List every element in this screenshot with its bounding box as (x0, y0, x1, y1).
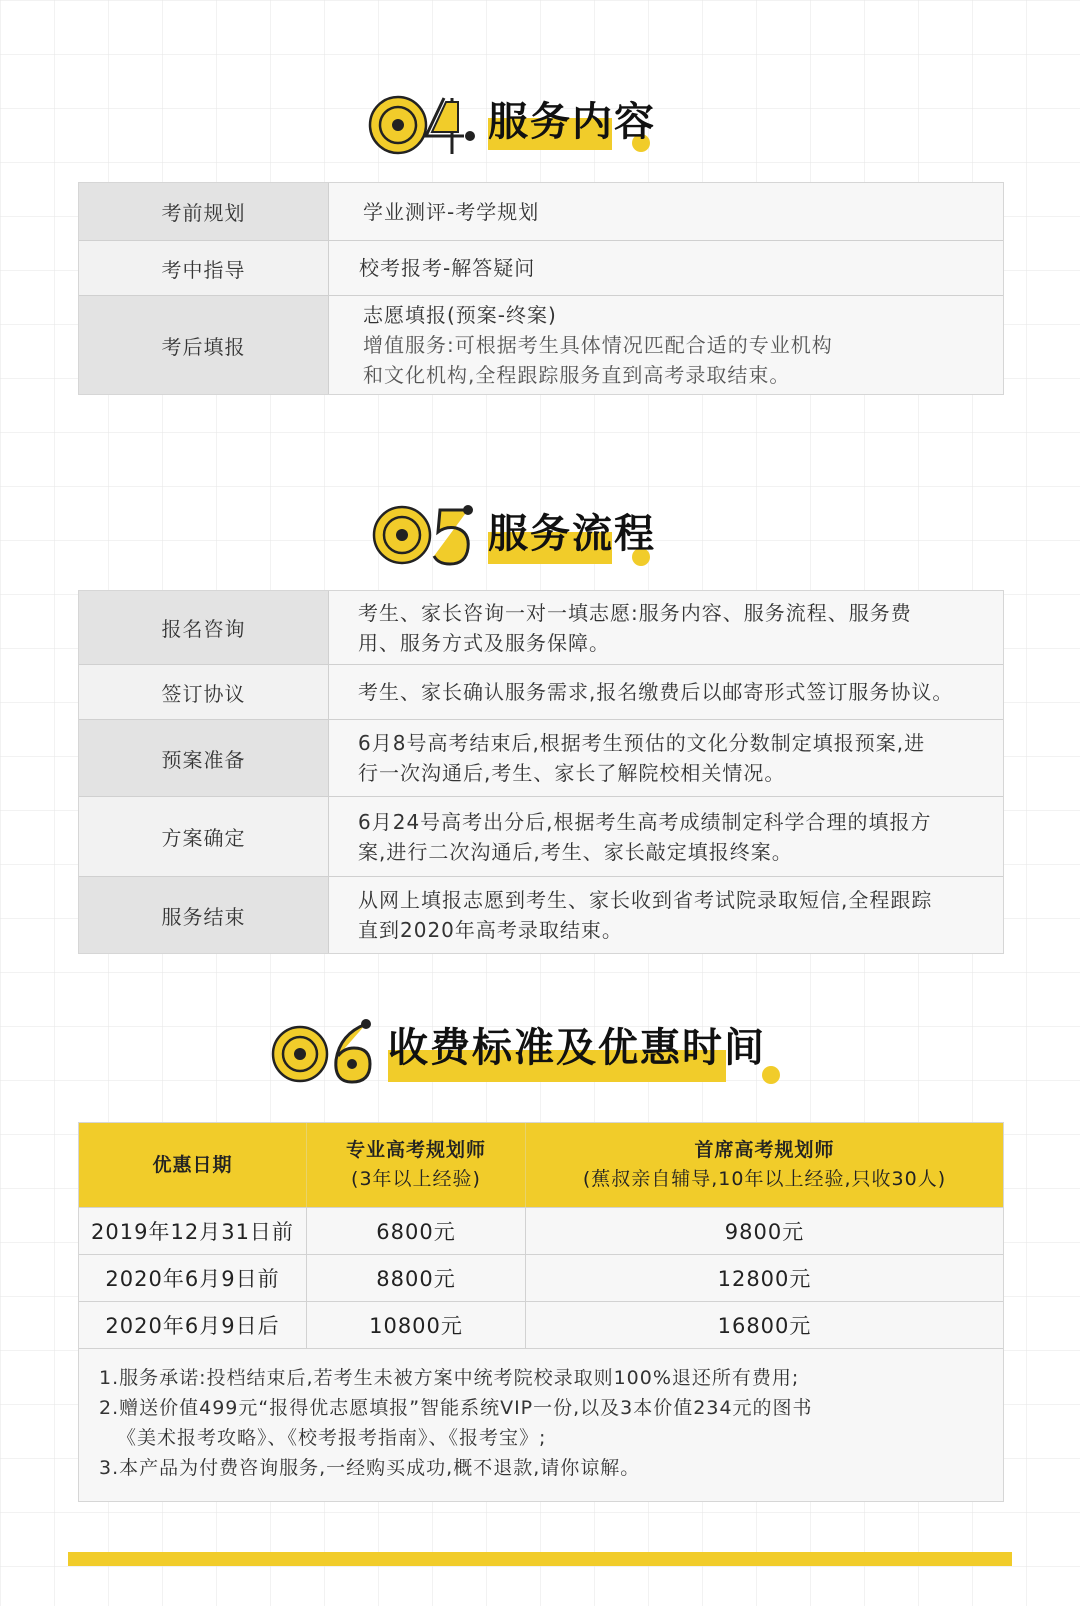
header-subtext: (蕉叔亲自辅导,10年以上经验,只收30人) (582, 1168, 947, 1190)
header-pro-planner (307, 1123, 526, 1207)
row-label: 报名咨询 (79, 591, 329, 664)
table-row (79, 877, 1003, 953)
row-text: 6月24号高考出分后,根据考生高考成绩制定科学合理的填报方 (358, 809, 932, 834)
header-discount-date (79, 1123, 307, 1207)
row-label: 考中指导 (79, 241, 329, 295)
row-label: 服务结束 (79, 877, 329, 953)
fee-table-header (79, 1123, 1003, 1207)
chief-price-cell: 16800元 (717, 1314, 812, 1338)
header-chief-planner (526, 1123, 1003, 1207)
row-text: 考生、家长咨询一对一填志愿:服务内容、服务流程、服务费 (358, 600, 912, 625)
row-value (329, 591, 1003, 664)
row-value (329, 183, 1003, 240)
section-title: 服务内容 (488, 99, 656, 145)
row-text: 增值服务:可根据考生具体情况匹配合适的专业机构 (363, 333, 833, 357)
table-row (79, 241, 1003, 296)
header-text: 首席高考规划师 (694, 1139, 835, 1161)
row-label: 预案准备 (79, 720, 329, 796)
number-04-icon (366, 92, 476, 158)
service-content-table (78, 182, 1004, 395)
fee-notes (79, 1348, 1003, 1501)
number-05-icon (370, 502, 480, 568)
table-row (79, 591, 1003, 665)
note-line: 《美术报考攻略》、《校考报考指南》、《报考宝》; (117, 1427, 547, 1449)
pro-price-cell: 8800元 (307, 1255, 526, 1301)
table-row (79, 183, 1003, 241)
number-06-icon (270, 1016, 380, 1086)
header-subtext: (3年以上经验) (351, 1168, 481, 1190)
row-text: 志愿填报(预案-终案) (363, 303, 557, 327)
table-row (79, 720, 1003, 797)
table-row (79, 1254, 1003, 1301)
table-row (79, 665, 1003, 720)
header-text: 优惠日期 (152, 1153, 233, 1176)
section-title: 服务流程 (488, 511, 656, 557)
date-cell: 2020年6月9日后 (79, 1302, 307, 1348)
chief-price-cell: 12800元 (717, 1267, 812, 1291)
chief-price-cell: 9800元 (724, 1220, 805, 1244)
fee-table (78, 1122, 1004, 1502)
section-04-header (366, 92, 686, 182)
row-value (329, 665, 1003, 719)
row-text: 6月8号高考结束后,根据考生预估的文化分数制定填报预案,进 (358, 731, 926, 755)
note-line: 2.赠送价值499元“报得优志愿填报”智能系统VIP一份,以及3本价值234元的图书 (99, 1397, 813, 1419)
row-value (329, 296, 1003, 394)
pro-price-cell: 6800元 (307, 1208, 526, 1254)
row-text: 直到2020年高考录取结束。 (358, 918, 623, 942)
section-title: 收费标准及优惠时间 (388, 1025, 766, 1071)
date-cell: 2020年6月9日前 (79, 1255, 307, 1301)
service-process-table (78, 590, 1004, 954)
row-value (329, 797, 1003, 876)
pro-price-cell: 10800元 (307, 1302, 526, 1348)
section-05-header (370, 502, 690, 592)
row-text: 从网上填报志愿到考生、家长收到省考试院录取短信,全程跟踪 (358, 888, 933, 912)
date-cell: 2019年12月31日前 (79, 1208, 307, 1254)
row-label: 考前规划 (79, 183, 329, 240)
row-text: 和文化机构,全程跟踪服务直到高考录取结束。 (363, 363, 791, 387)
row-text: 学业测评-考学规划 (363, 199, 540, 224)
row-text: 校考报考-解答疑问 (359, 256, 536, 280)
note-line: 1.服务承诺:投档结束后,若考生未被方案中统考院校录取则100%退还所有费用; (99, 1367, 800, 1389)
table-row (79, 1207, 1003, 1254)
table-row (79, 296, 1003, 394)
row-value (329, 241, 1003, 295)
row-label: 签订协议 (79, 665, 329, 719)
row-label: 方案确定 (79, 797, 329, 876)
header-text: 专业高考规划师 (345, 1139, 486, 1161)
table-row (79, 797, 1003, 877)
section-06-header (270, 1016, 790, 1106)
row-text: 考生、家长确认服务需求,报名缴费后以邮寄形式签订服务协议。 (358, 680, 954, 704)
row-text: 行一次沟通后,考生、家长了解院校相关情况。 (358, 761, 786, 785)
table-row (79, 1301, 1003, 1348)
footer-accent-bar (68, 1552, 1012, 1566)
note-line: 3.本产品为付费咨询服务,一经购买成功,概不退款,请你谅解。 (99, 1457, 641, 1479)
row-value (329, 877, 1003, 953)
row-text: 用、服务方式及服务保障。 (358, 630, 610, 655)
row-text: 案,进行二次沟通后,考生、家长敲定填报终案。 (358, 839, 793, 864)
row-value (329, 720, 1003, 796)
row-label: 考后填报 (79, 296, 329, 394)
